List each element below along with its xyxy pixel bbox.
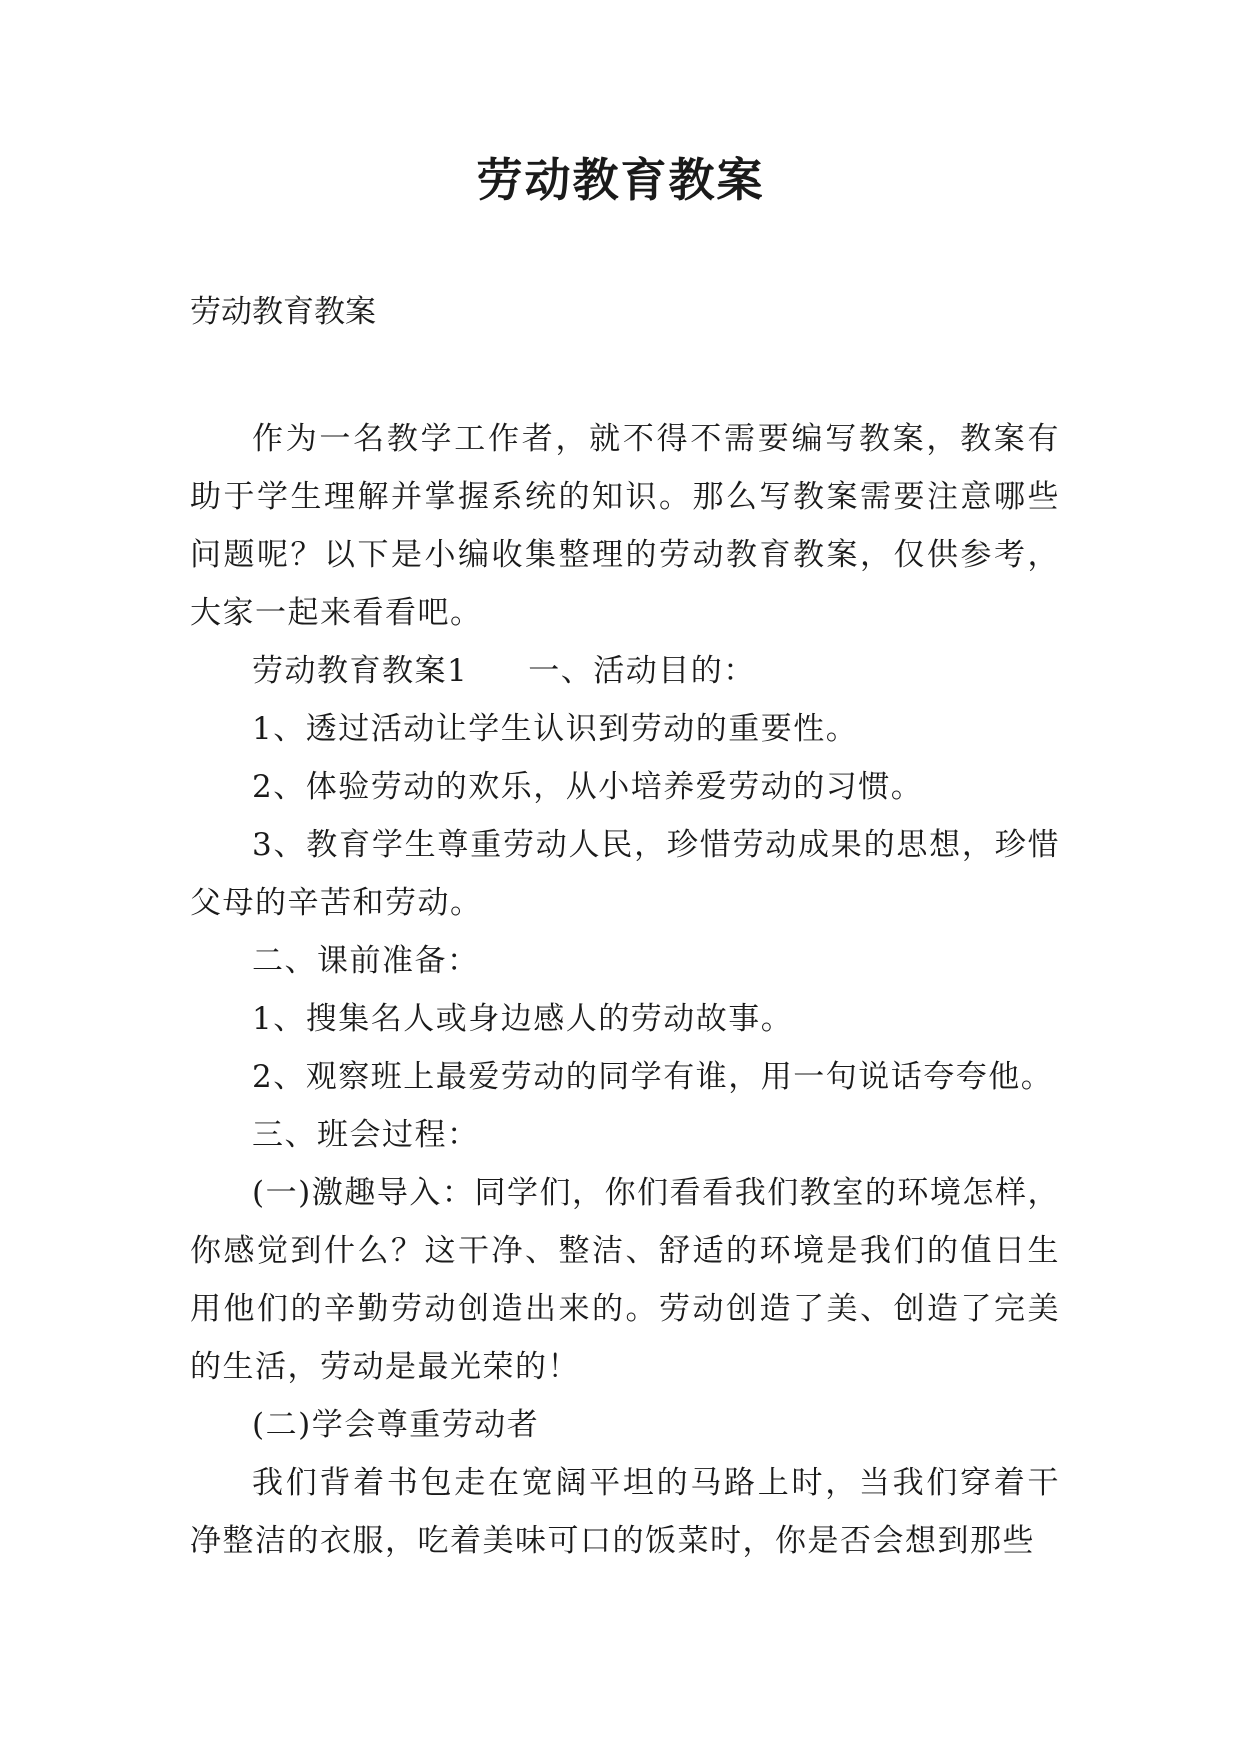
goal-item: 2、体验劳动的欢乐，从小培养爱劳动的习惯。 — [252, 769, 924, 805]
document-title: 劳动教育教案 — [476, 153, 765, 207]
intro-paragraph: 作为一名教学工作者，就不得不需要编写教案，教案有助于学生理解并掌握系统的知识。那么写教案需要注意哪些问题呢？以下是小编收集整理的劳动教育教案，仅供参考，大家一起来看看吧。 — [190, 421, 1060, 631]
section-heading-line — [190, 642, 1060, 700]
document-subtitle: 劳动教育教案 — [190, 294, 376, 330]
goal-item: 3、教育学生尊重劳动人民，珍惜劳动成果的思想，珍惜父母的辛苦和劳动。 — [190, 827, 1060, 921]
heading-preparation: 二、课前准备： — [252, 943, 480, 979]
process-subheading: (二)学会尊重劳动者 — [252, 1407, 540, 1443]
process-paragraph: 我们背着书包走在宽阔平坦的马路上时，当我们穿着干净整洁的衣服，吃着美味可口的饭菜时，你是否会想到那些 — [190, 1465, 1060, 1559]
document-body — [190, 410, 1060, 1570]
section-heading: 劳动教育教案1 — [252, 653, 469, 689]
prep-item: 1、搜集名人或身边感人的劳动故事。 — [252, 1001, 794, 1037]
heading-process: 三、班会过程： — [252, 1117, 480, 1153]
section-first-item: 一、活动目的： — [528, 653, 756, 689]
process-paragraph: (一)激趣导入：同学们，你们看看我们教室的环境怎样，你感觉到什么？这干净、整洁、舒适的环境是我们的值日生用他们的辛勤劳动创造出来的。劳动创造了美、创造了完美的生活，劳动是最光荣的！ — [190, 1175, 1060, 1385]
prep-item: 2、观察班上最爱劳动的同学有谁，用一句说话夸夸他。 — [252, 1059, 1054, 1095]
goal-item: 1、透过活动让学生认识到劳动的重要性。 — [252, 711, 859, 747]
